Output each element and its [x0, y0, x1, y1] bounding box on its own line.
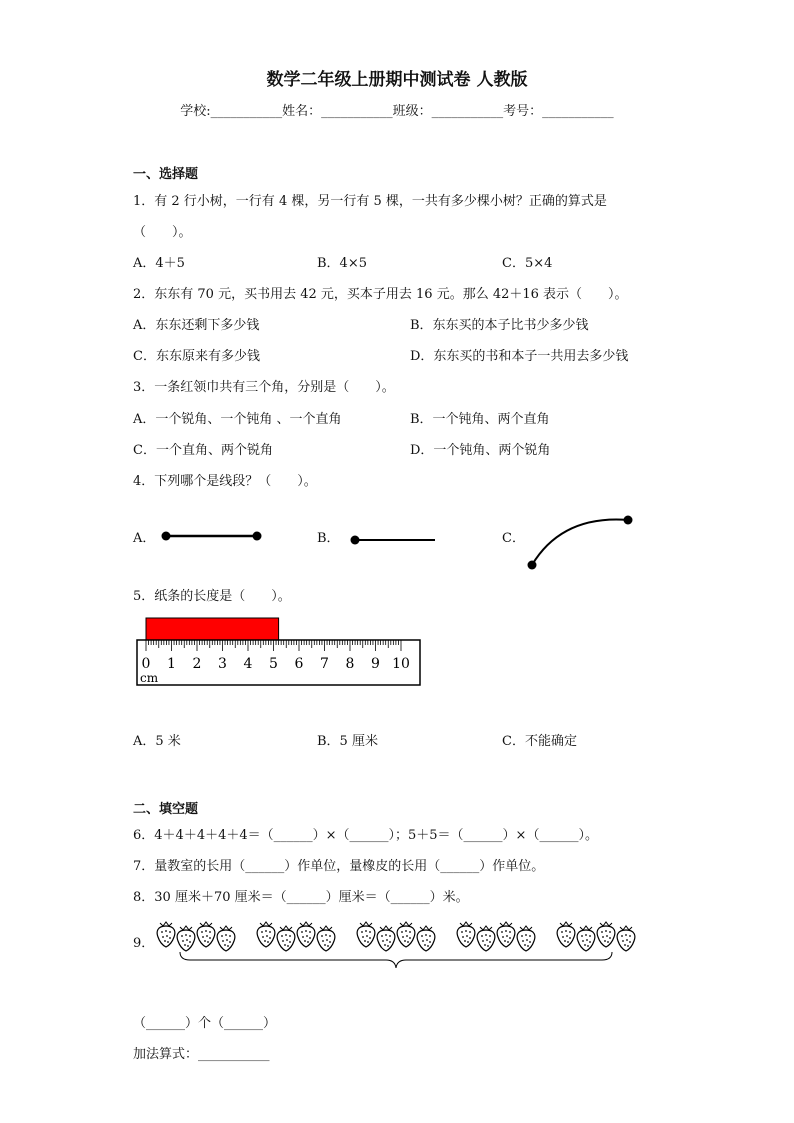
q2-option-c[interactable]: C．东东原来有多少钱: [133, 349, 260, 364]
ruler-tick-label: 8: [345, 656, 355, 672]
q2-text: 2．东东有 70 元，买书用去 42 元，买本子用去 16 元。那么 42＋16 表示（ ）。: [133, 287, 628, 302]
strawberry-groups: [155, 918, 635, 950]
strawberry-icon: [195, 918, 217, 952]
ruler-tick-label: 2: [192, 656, 202, 672]
ruler-tick-label: 1: [167, 656, 176, 672]
q9-label: 9．: [133, 936, 155, 951]
q2-option-d[interactable]: D．东东买的书和本子一共用去多少钱: [410, 349, 629, 364]
ruler-tick-label: 4: [243, 656, 253, 672]
strawberry-icon: [395, 918, 417, 952]
q2-option-b[interactable]: B．东东买的本子比书少多少钱: [410, 318, 589, 333]
page-title: 数学二年级上册期中测试卷 人教版: [266, 70, 528, 90]
ruler-tick-label: 6: [294, 656, 304, 672]
section-heading-fill: 二、填空题: [133, 802, 199, 817]
section-heading-choice: 一、选择题: [133, 167, 199, 182]
q3-option-d[interactable]: D．一个钝角、两个锐角: [410, 443, 551, 458]
q1-option-c[interactable]: C．5×4: [502, 256, 553, 271]
paper-strip: [146, 618, 279, 640]
student-info-line: 学校:___________姓名：___________班级：___________考号：___________: [180, 104, 614, 119]
q3-text: 3．一条红领巾共有三个角，分别是（ ）。: [133, 380, 395, 395]
ruler-figure: [136, 618, 422, 688]
q7-text: 7．量教室的长用（______）作单位，量橡皮的长用（______）作单位。: [133, 859, 545, 874]
strawberry-icon: [615, 922, 637, 956]
q5-option-a[interactable]: A．5 米: [133, 734, 181, 749]
q4-text: 4．下列哪个是线段？（ ）。: [133, 474, 317, 489]
arc-figure-c: [522, 510, 638, 574]
strawberry-icon: [495, 918, 517, 952]
strawberry-icon: [255, 918, 277, 952]
q3-option-a[interactable]: A．一个锐角、一个钝角 、一个直角: [133, 412, 342, 427]
q2-option-a[interactable]: A．东东还剩下多少钱: [133, 318, 260, 333]
ruler-tick-label: 3: [218, 656, 227, 672]
q1-option-a[interactable]: A．4＋5: [133, 256, 185, 271]
ruler-tick-label: 0: [141, 656, 151, 672]
q3-option-b[interactable]: B．一个钝角、两个直角: [410, 412, 550, 427]
ruler-tick-label: 7: [320, 656, 329, 672]
strawberry-icon: [155, 918, 177, 952]
ruler-tick-label: 5: [269, 656, 278, 672]
q5-text: 5．纸条的长度是（ ）。: [133, 589, 291, 604]
strawberry-icon: [595, 918, 617, 952]
q8-text: 8．30 厘米＋70 厘米＝（______）厘米＝（______）米。: [133, 890, 469, 905]
q5-option-b[interactable]: B．5 厘米: [317, 734, 378, 749]
q4-option-b[interactable]: B．: [317, 531, 340, 546]
segment-figure-a: [160, 528, 264, 544]
q1-option-b[interactable]: B．4×5: [317, 256, 367, 271]
q9-answer-line: （______）个（______）: [133, 1016, 277, 1031]
ruler-tick-label: 9: [371, 656, 380, 672]
brace-figure: [178, 950, 614, 970]
q9-formula-line: 加法算式：___________: [133, 1047, 270, 1062]
strawberry-icon: [455, 918, 477, 952]
q6-text: 6．4＋4＋4＋4＋4＝（______）×（______）；5＋5＝（______）×（______）。: [133, 828, 598, 843]
ruler-tick-label: 10: [392, 656, 410, 672]
q1-text-cont: （ ）。: [133, 225, 192, 240]
q1-text: 1．有 2 行小树，一行有 4 棵，另一行有 5 棵，一共有多少棵小树？正确的算式是: [133, 194, 607, 209]
q3-option-c[interactable]: C．一个直角、两个锐角: [133, 443, 273, 458]
ruler-unit-label: cm: [140, 671, 159, 685]
q5-option-c[interactable]: C．不能确定: [502, 734, 577, 749]
ray-figure-b: [348, 533, 440, 547]
strawberry-icon: [555, 918, 577, 952]
q4-option-c[interactable]: C．: [502, 531, 525, 546]
q4-option-a[interactable]: A．: [133, 531, 156, 546]
strawberry-icon: [295, 918, 317, 952]
strawberry-icon: [355, 918, 377, 952]
